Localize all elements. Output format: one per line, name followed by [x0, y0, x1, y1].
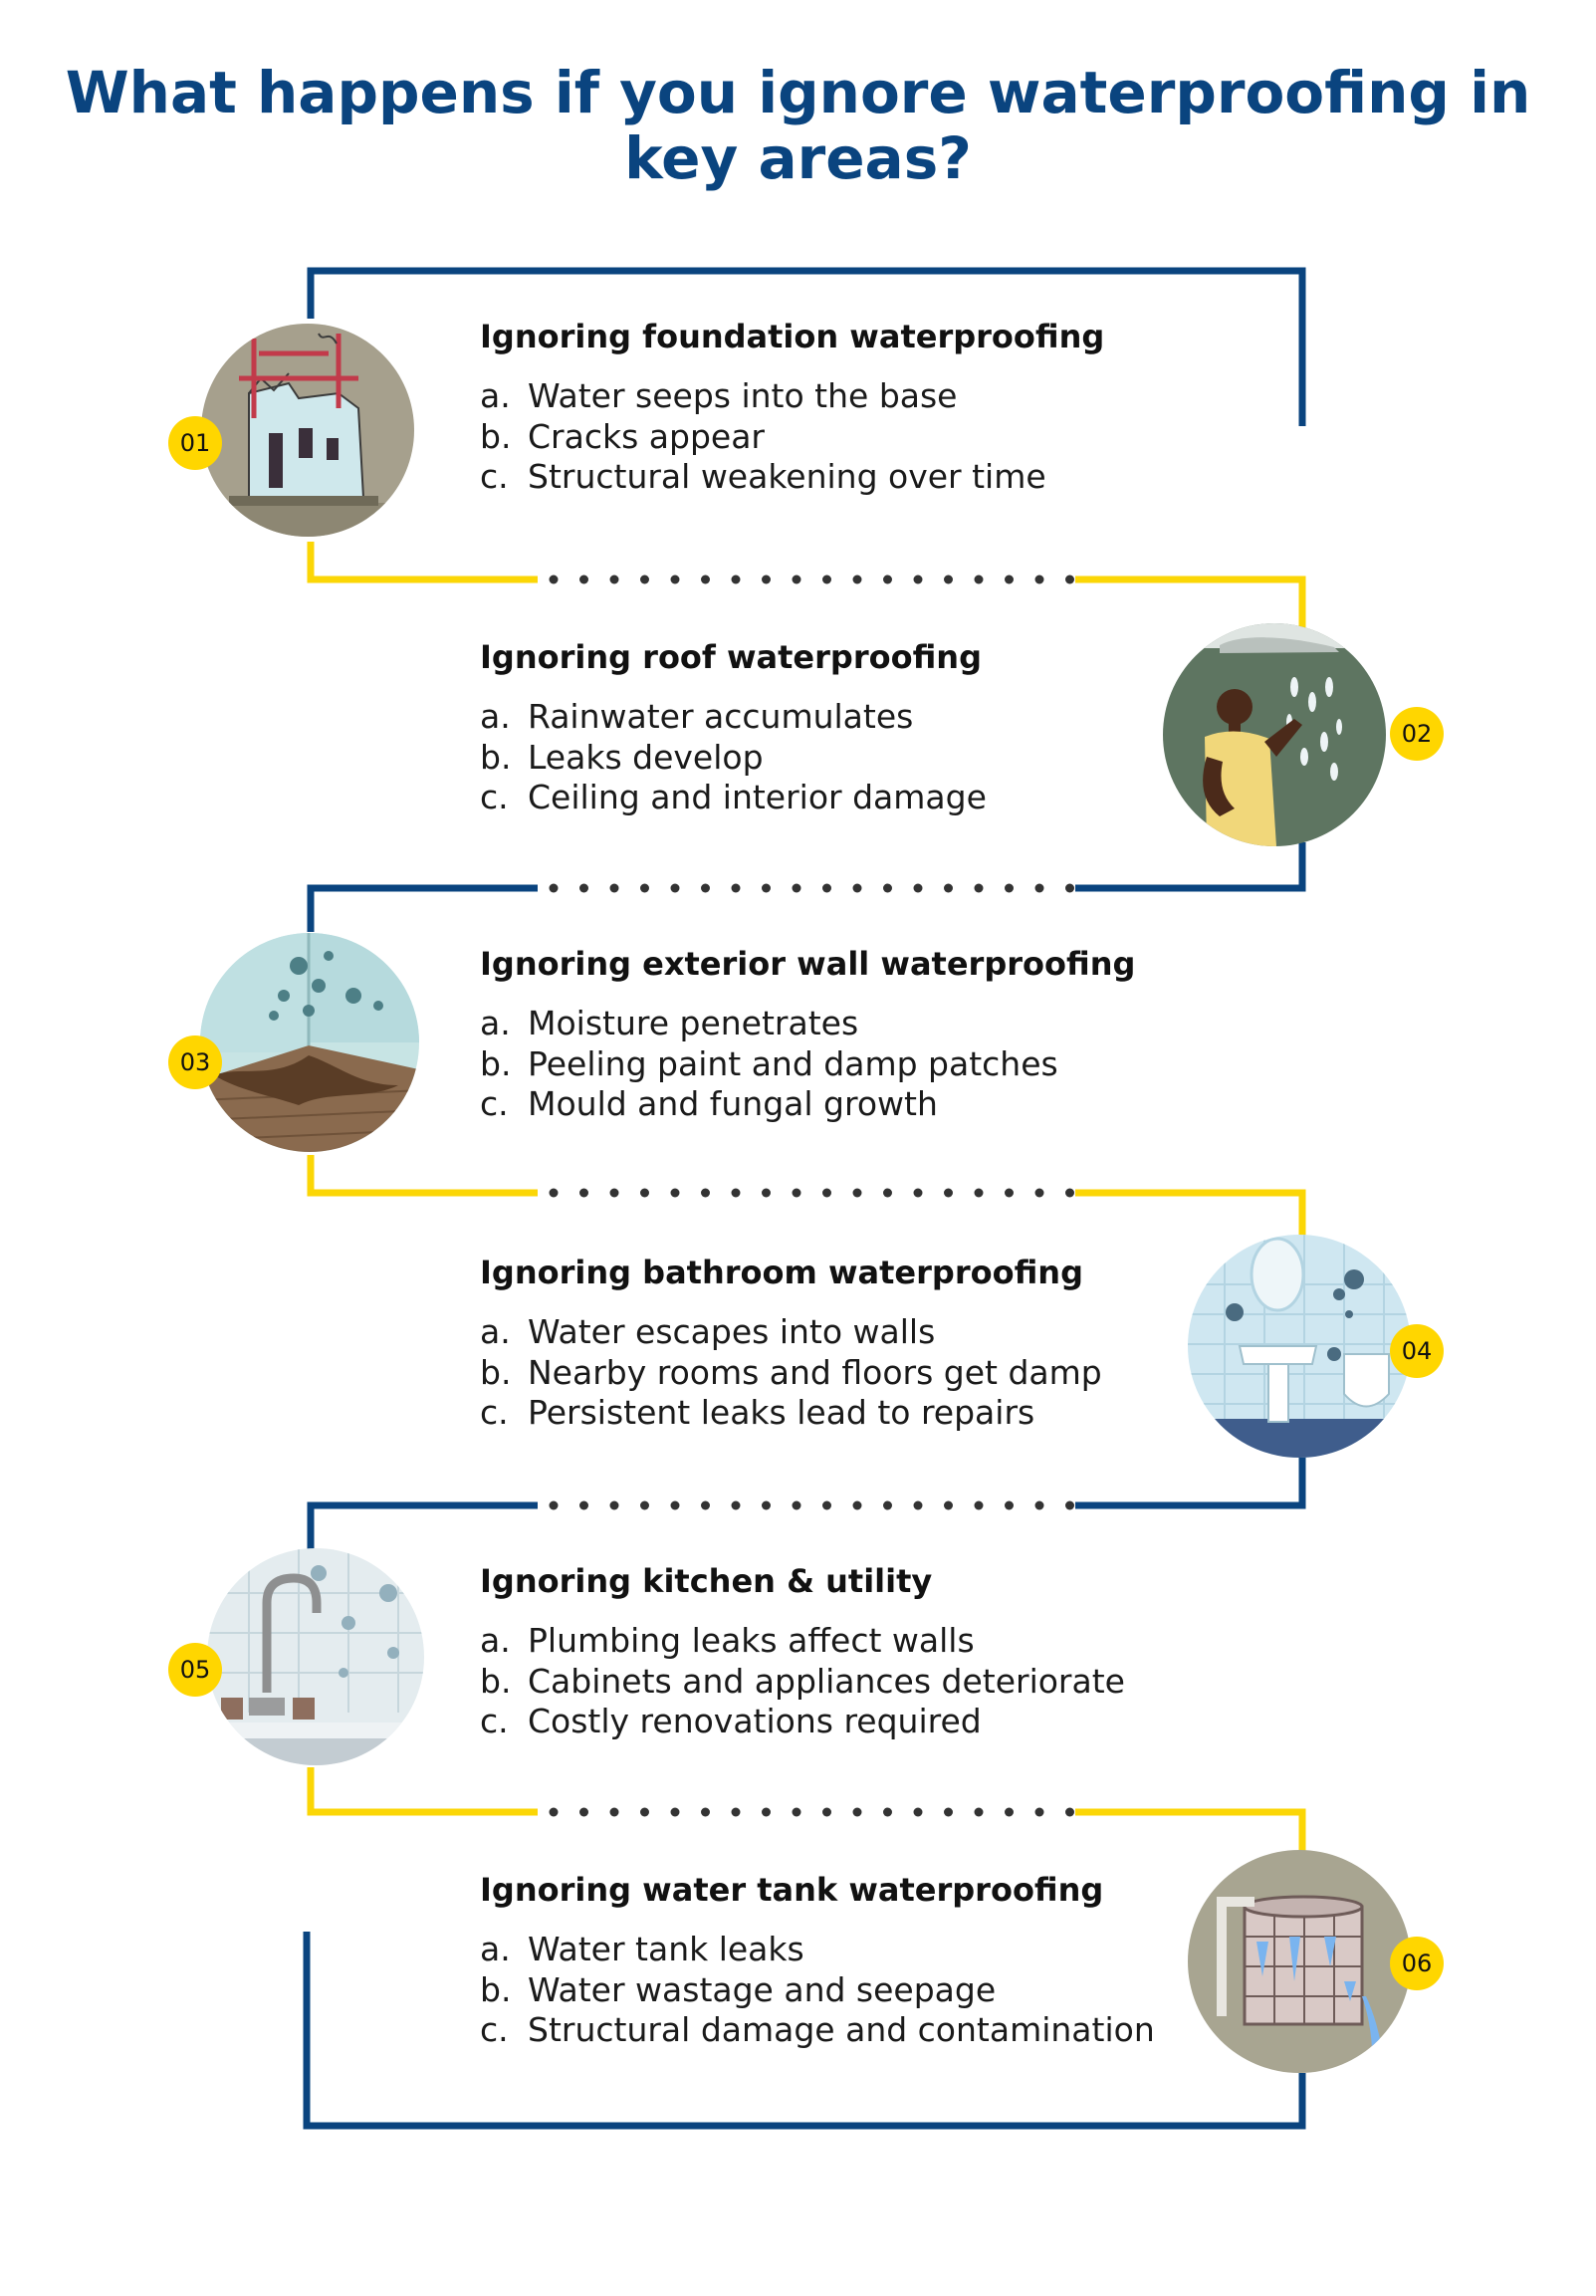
yellow-connector-5b — [1075, 1812, 1302, 1852]
list-item: c. Ceiling and interior damage — [480, 778, 987, 816]
separator-dot — [640, 884, 649, 893]
separator-dot — [640, 1501, 649, 1510]
separator-dot — [732, 1189, 741, 1198]
list-item: b. Peeling paint and damp patches — [480, 1043, 1058, 1083]
separator-dot — [1065, 575, 1074, 584]
separator-dot — [1005, 1501, 1014, 1510]
separator-dot — [579, 1189, 588, 1198]
consequence-list — [480, 1621, 1237, 1742]
separator-dot — [732, 884, 741, 893]
separator-dot — [579, 884, 588, 893]
separator-dot — [822, 575, 831, 584]
separator-dot — [975, 884, 984, 893]
section-heading: Ignoring roof waterproofing — [480, 638, 982, 676]
separator-dot — [762, 1189, 771, 1198]
separator-dot — [822, 1808, 831, 1817]
list-item: b. Cracks appear — [480, 416, 765, 456]
yellow-connector-1b — [1075, 579, 1302, 629]
separator-dot — [640, 1189, 649, 1198]
separator-dot — [550, 1189, 559, 1198]
separator-dot — [579, 1501, 588, 1510]
separator-dot — [701, 1189, 710, 1198]
separator-dot — [1035, 1501, 1044, 1510]
separator-dot — [822, 1501, 831, 1510]
separator-dot — [944, 1189, 953, 1198]
section-heading: Ignoring foundation waterproofing — [480, 318, 1105, 355]
section-kitchen-utility — [480, 1561, 1237, 1742]
consequence-list — [480, 697, 1237, 818]
separator-dot — [610, 1189, 619, 1198]
separator-dot — [550, 1501, 559, 1510]
separator-dot — [975, 575, 984, 584]
separator-dot — [671, 1808, 680, 1817]
step-badge-06: 06 — [1390, 1937, 1444, 1990]
step-badge-03: 03 — [168, 1035, 222, 1089]
page-title: What happens if you ignore waterproofing in key areas? — [65, 59, 1531, 192]
separator-dot — [610, 575, 619, 584]
separator-dot — [701, 884, 710, 893]
separator-dot — [883, 1808, 892, 1817]
separator-dot — [853, 1501, 862, 1510]
list-item: c. Structural weakening over time — [480, 457, 1046, 496]
separator-dot — [550, 1808, 559, 1817]
separator-dot — [944, 575, 953, 584]
separator-dot — [732, 575, 741, 584]
separator-dot — [883, 884, 892, 893]
separator-dot — [762, 1501, 771, 1510]
separator-dot — [701, 1501, 710, 1510]
separator-dot — [579, 1808, 588, 1817]
section-roof — [480, 637, 1237, 818]
list-item: b. Leaks develop — [480, 737, 764, 777]
list-item: a. Water tank leaks — [480, 1930, 804, 1968]
separator-dot — [975, 1501, 984, 1510]
list-item: b. Water wastage and seepage — [480, 1969, 997, 2009]
separator-dot — [1065, 1501, 1074, 1510]
separator-dot — [822, 884, 831, 893]
consequence-list — [480, 1004, 1237, 1125]
section-foundation — [480, 317, 1237, 498]
separator-dot — [1005, 1189, 1014, 1198]
step-badge-02: 02 — [1390, 707, 1444, 761]
separator-dot — [793, 1189, 801, 1198]
separator-dot — [640, 575, 649, 584]
section-heading: Ignoring kitchen & utility — [480, 1562, 933, 1600]
section-bathroom — [480, 1253, 1237, 1434]
consequence-list — [480, 1930, 1237, 2051]
consequence-list — [480, 376, 1237, 498]
separator-dot — [944, 1808, 953, 1817]
list-item: a. Water seeps into the base — [480, 376, 958, 415]
separator-dot — [793, 884, 801, 893]
separator-dot — [550, 575, 559, 584]
section-heading: Ignoring water tank waterproofing — [480, 1871, 1104, 1909]
crumbling-building-icon — [199, 324, 418, 543]
step-badge-01: 01 — [168, 416, 222, 470]
separator-dot — [762, 575, 771, 584]
step-badge-04: 04 — [1390, 1324, 1444, 1378]
separator-dot — [853, 884, 862, 893]
separator-dot — [1005, 575, 1014, 584]
separator-dot — [732, 1808, 741, 1817]
separator-dot — [762, 884, 771, 893]
separator-dot — [1035, 1808, 1044, 1817]
separator-dot — [944, 1501, 953, 1510]
separator-dot — [701, 1808, 710, 1817]
list-item: a. Moisture penetrates — [480, 1004, 859, 1042]
separator-dot — [579, 575, 588, 584]
separator-dot — [914, 1189, 923, 1198]
separator-dot — [610, 1808, 619, 1817]
navy-connector-4b — [311, 1505, 538, 1549]
separator-dot — [671, 1501, 680, 1510]
list-item: b. Cabinets and appliances deteriorate — [480, 1661, 1125, 1701]
separator-dot — [1035, 884, 1044, 893]
separator-dot — [762, 1808, 771, 1817]
list-item: c. Persistent leaks lead to repairs — [480, 1393, 1035, 1432]
separator-dot — [732, 1501, 741, 1510]
separator-dot — [914, 1501, 923, 1510]
step-badge-05: 05 — [168, 1643, 222, 1697]
separator-dot — [640, 1808, 649, 1817]
separator-dot — [883, 575, 892, 584]
yellow-connector-5 — [311, 1767, 538, 1812]
kitchen-faucet-icon — [207, 1548, 426, 1768]
separator-dot — [883, 1501, 892, 1510]
list-item: a. Rainwater accumulates — [480, 697, 914, 736]
separator-dot — [914, 884, 923, 893]
separator-dot — [975, 1189, 984, 1198]
damp-wall-corner-icon — [199, 933, 423, 1155]
section-water-tank — [480, 1870, 1237, 2051]
consequence-list — [480, 1312, 1237, 1434]
list-item: c. Mould and fungal growth — [480, 1084, 938, 1123]
separator-dot — [793, 575, 801, 584]
navy-connector-2b — [311, 888, 538, 932]
separator-dot — [944, 884, 953, 893]
navy-connector-2 — [1075, 842, 1302, 888]
list-item: c. Structural damage and contamination — [480, 2010, 1155, 2049]
separator-dot — [671, 575, 680, 584]
separator-dot — [550, 884, 559, 893]
separator-dot — [883, 1189, 892, 1198]
yellow-connector-3b — [1075, 1193, 1302, 1237]
separator-dot — [671, 884, 680, 893]
list-item: b. Nearby rooms and floors get damp — [480, 1352, 1102, 1392]
list-item: a. Plumbing leaks affect walls — [480, 1621, 975, 1660]
section-exterior-wall — [480, 944, 1237, 1125]
separator-dot — [853, 575, 862, 584]
list-item: c. Costly renovations required — [480, 1702, 982, 1740]
separator-dot — [1065, 1189, 1074, 1198]
separator-dot — [1035, 575, 1044, 584]
yellow-connector-1 — [311, 542, 538, 579]
section-heading: Ignoring exterior wall waterproofing — [480, 945, 1136, 983]
section-heading: Ignoring bathroom waterproofing — [480, 1254, 1083, 1291]
separator-dot — [610, 1501, 619, 1510]
separator-dot — [914, 1808, 923, 1817]
separator-dot — [793, 1808, 801, 1817]
separator-dot — [793, 1501, 801, 1510]
separator-dot — [1065, 1808, 1074, 1817]
list-item: a. Water escapes into walls — [480, 1312, 936, 1351]
separator-dot — [1005, 1808, 1014, 1817]
separator-dot — [1035, 1189, 1044, 1198]
separator-dot — [822, 1189, 831, 1198]
separator-dot — [853, 1189, 862, 1198]
separator-dot — [914, 575, 923, 584]
separator-dot — [671, 1189, 680, 1198]
separator-dot — [1005, 884, 1014, 893]
separator-dot — [853, 1808, 862, 1817]
separator-dot — [701, 575, 710, 584]
separator-dot — [1065, 884, 1074, 893]
navy-connector-4 — [1075, 1456, 1302, 1505]
separator-dot — [975, 1808, 984, 1817]
separator-dot — [610, 884, 619, 893]
yellow-connector-3 — [311, 1155, 538, 1193]
